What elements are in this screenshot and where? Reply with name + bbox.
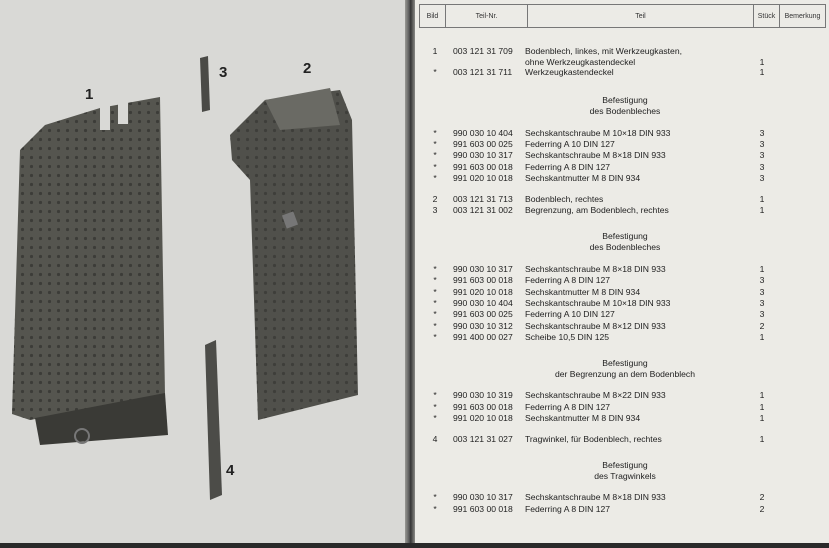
- cell-teilnr: 990 030 10 317: [453, 150, 513, 160]
- section-heading-line1: Befestigung: [602, 358, 648, 368]
- table-header: [419, 4, 826, 28]
- right-page-parts-list: [415, 0, 829, 543]
- cell-teil: Federring A 8 DIN 127: [525, 402, 611, 412]
- cell-stueck: 1: [759, 413, 765, 423]
- cell-teil: Scheibe 10,5 DIN 125: [525, 332, 610, 342]
- cell-bild: *: [433, 413, 437, 423]
- cell-teil: Sechskantschraube M 8×18 DIN 933: [525, 264, 666, 274]
- cell-teilnr: 990 030 10 312: [453, 321, 513, 331]
- cell-teilnr: 991 020 10 018: [453, 287, 513, 297]
- cell-teilnr: 990 030 10 317: [453, 492, 513, 502]
- cell-bild: *: [433, 298, 437, 308]
- cell-teil: Federring A 8 DIN 127: [525, 162, 611, 172]
- cell-teil: Sechskantschraube M 10×18 DIN 933: [525, 128, 671, 138]
- bracket-part: [200, 56, 210, 112]
- cell-bild: 4: [432, 434, 438, 444]
- cell-stueck: 2: [759, 321, 765, 331]
- section-heading-line2: des Bodenbleches: [589, 106, 661, 116]
- cell-teil: Federring A 8 DIN 127: [525, 275, 611, 285]
- cell-stueck: 1: [759, 434, 765, 444]
- cell-bild: *: [433, 173, 437, 183]
- book-gutter: [405, 0, 415, 543]
- cell-stueck: 3: [759, 150, 765, 160]
- floor-panel-left: [12, 97, 168, 445]
- cell-bild: *: [433, 139, 437, 149]
- section-heading: [475, 231, 775, 253]
- cell-stueck: 1: [759, 67, 765, 77]
- photo-label-1: 1: [85, 86, 94, 103]
- cell-stueck: 3: [759, 128, 765, 138]
- cell-stueck: 3: [759, 162, 765, 172]
- cell-teil: Sechskantmutter M 8 DIN 934: [525, 287, 641, 297]
- section-heading-line1: Befestigung: [602, 231, 648, 241]
- cell-bild: *: [433, 162, 437, 172]
- header-bemerkung: Bemerkung: [779, 5, 825, 27]
- cell-teil: Sechskantmutter M 8 DIN 934: [525, 413, 641, 423]
- cell-teil: Federring A 10 DIN 127: [525, 139, 615, 149]
- cell-teilnr: 991 603 00 025: [453, 309, 513, 319]
- cell-stueck: 1: [759, 57, 765, 67]
- left-page-photo: [0, 0, 405, 543]
- cell-teil: Sechskantschraube M 10×18 DIN 933: [525, 298, 671, 308]
- cell-teil: Werkzeugkastendeckel: [525, 67, 614, 77]
- cell-bild: *: [433, 150, 437, 160]
- cell-teil: ohne Werkzeugkastendeckel: [525, 57, 636, 67]
- photo-label-4: 4: [226, 462, 235, 479]
- cell-teilnr: 003 121 31 709: [453, 46, 513, 56]
- section-heading-line1: Befestigung: [602, 460, 648, 470]
- header-bild: Bild: [419, 5, 445, 27]
- cell-bild: *: [433, 67, 437, 77]
- cell-stueck: 2: [759, 492, 765, 502]
- section-heading-line2: der Begrenzung an dem Bodenblech: [555, 369, 695, 379]
- cell-stueck: 1: [759, 194, 765, 204]
- cell-bild: *: [433, 128, 437, 138]
- section-heading-line2: des Tragwinkels: [594, 471, 656, 481]
- cell-teilnr: 003 121 31 002: [453, 205, 513, 215]
- section-heading: [475, 358, 775, 380]
- cell-teilnr: 990 030 10 404: [453, 128, 513, 138]
- cell-teil: Sechskantschraube M 8×18 DIN 933: [525, 492, 666, 502]
- cell-bild: *: [433, 504, 437, 514]
- cell-teilnr: 991 020 10 018: [453, 413, 513, 423]
- cell-bild: *: [433, 264, 437, 274]
- section-heading: [475, 460, 775, 482]
- cell-bild: *: [433, 332, 437, 342]
- cell-stueck: 1: [759, 264, 765, 274]
- cell-teilnr: 991 603 00 018: [453, 275, 513, 285]
- cell-bild: 3: [432, 205, 438, 215]
- cell-teil: Sechskantschraube M 8×22 DIN 933: [525, 390, 666, 400]
- cell-teil: Begrenzung, am Bodenblech, rechtes: [525, 205, 669, 215]
- cell-teilnr: 991 603 00 018: [453, 162, 513, 172]
- cell-bild: 1: [432, 46, 438, 56]
- header-teil: Teil: [527, 5, 753, 27]
- cell-stueck: 3: [759, 173, 765, 183]
- cell-teilnr: 990 030 10 317: [453, 264, 513, 274]
- cell-bild: *: [433, 275, 437, 285]
- cell-teilnr: 991 603 00 025: [453, 139, 513, 149]
- cell-stueck: 3: [759, 275, 765, 285]
- cell-bild: *: [433, 390, 437, 400]
- section-heading: [475, 95, 775, 117]
- cell-bild: *: [433, 402, 437, 412]
- photo-label-3: 3: [219, 64, 228, 81]
- cell-teil: Sechskantschraube M 8×18 DIN 933: [525, 150, 666, 160]
- section-heading-line2: des Bodenbleches: [589, 242, 661, 252]
- cell-bild: *: [433, 309, 437, 319]
- cell-stueck: 1: [759, 402, 765, 412]
- cell-teil: Bodenblech, rechtes: [525, 194, 604, 204]
- cell-teil: Federring A 8 DIN 127: [525, 504, 611, 514]
- cell-stueck: 1: [759, 390, 765, 400]
- header-stueck: Stück: [753, 5, 779, 27]
- parts-photo: [0, 0, 405, 543]
- cell-teilnr: 003 121 31 713: [453, 194, 513, 204]
- header-teilnr: Teil-Nr.: [445, 5, 527, 27]
- support-angle-part: [205, 340, 222, 500]
- photo-label-2: 2: [303, 60, 312, 77]
- cell-teilnr: 991 400 00 027: [453, 332, 513, 342]
- cell-teilnr: 991 603 00 018: [453, 402, 513, 412]
- cell-teilnr: 990 030 10 319: [453, 390, 513, 400]
- cell-teilnr: 990 030 10 404: [453, 298, 513, 308]
- cell-stueck: 2: [759, 504, 765, 514]
- cell-teil: Sechskantschraube M 8×12 DIN 933: [525, 321, 666, 331]
- cell-stueck: 3: [759, 309, 765, 319]
- cell-stueck: 3: [759, 287, 765, 297]
- cell-bild: 2: [432, 194, 438, 204]
- cell-bild: *: [433, 287, 437, 297]
- cell-teil: Bodenblech, linkes, mit Werkzeugkasten,: [525, 46, 682, 56]
- cell-teil: Tragwinkel, für Bodenblech, rechtes: [525, 434, 662, 444]
- cell-bild: *: [433, 492, 437, 502]
- cell-stueck: 1: [759, 205, 765, 215]
- cell-stueck: 3: [759, 298, 765, 308]
- cell-teilnr: 003 121 31 711: [453, 67, 513, 77]
- cell-teilnr: 991 603 00 018: [453, 504, 513, 514]
- section-heading-line1: Befestigung: [602, 95, 648, 105]
- floor-panel-right: [230, 88, 358, 420]
- cell-stueck: 1: [759, 332, 765, 342]
- cell-teil: Federring A 10 DIN 127: [525, 309, 615, 319]
- cell-teil: Sechskantmutter M 8 DIN 934: [525, 173, 641, 183]
- cell-teilnr: 003 121 31 027: [453, 434, 513, 444]
- cell-teilnr: 991 020 10 018: [453, 173, 513, 183]
- cell-bild: *: [433, 321, 437, 331]
- cell-stueck: 3: [759, 139, 765, 149]
